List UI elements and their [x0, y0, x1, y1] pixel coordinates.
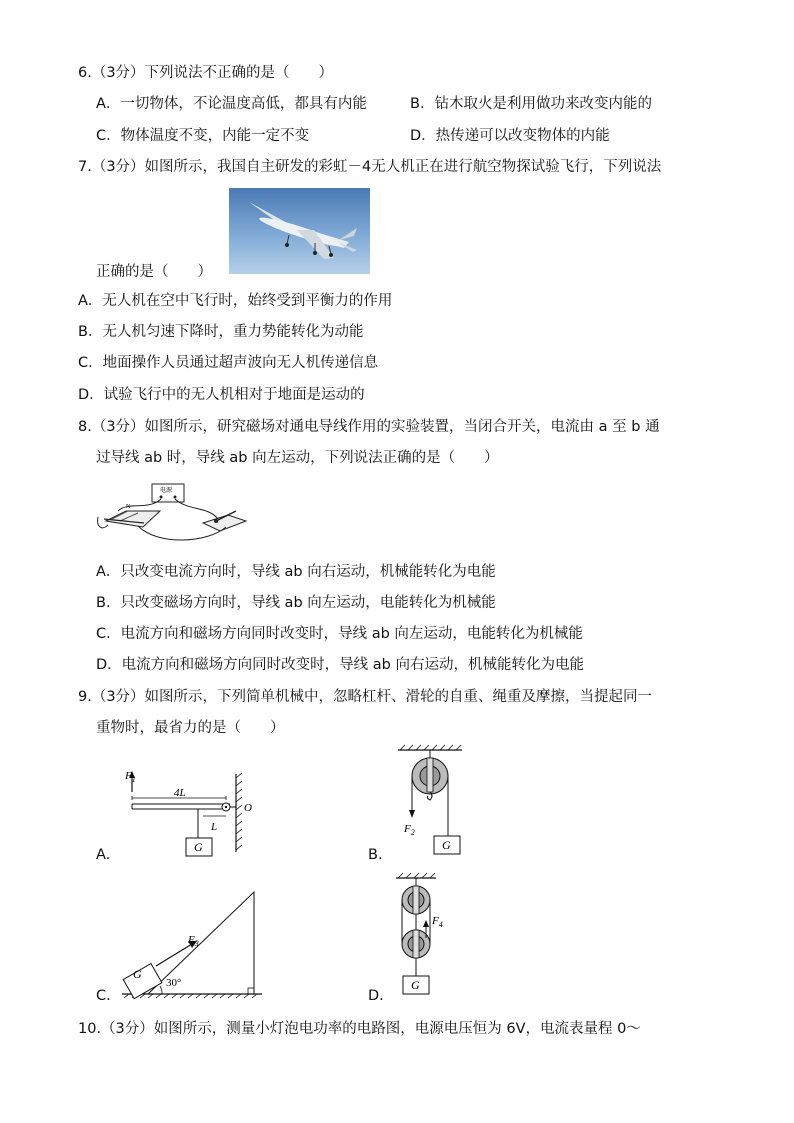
q9-stem-cont: 重物时，最省力的是（ ） — [96, 720, 285, 736]
drone-photo — [229, 188, 370, 274]
q8-stem-cont: 过导线 ab 时，导线 ab 向左运动，下列说法正确的是（ ） — [96, 450, 499, 466]
q7-option-b: B．无人机匀速下降时，重力势能转化为动能 — [78, 324, 364, 340]
q7-option-a: A．无人机在空中飞行时，始终受到平衡力的作用 — [78, 293, 393, 309]
fa-force-label: $F_1$ — [125, 770, 136, 784]
magnet-n-label: N — [126, 504, 131, 510]
fc-angle-label: 30° — [166, 977, 182, 989]
fd-weight-g: G — [411, 978, 420, 992]
lever-figure-a — [118, 766, 252, 860]
fd-force-label: $F_4$ — [432, 915, 443, 929]
q9-option-a-label: A. — [96, 847, 111, 863]
q6-option-d: D．热传递可以改变物体的内能 — [410, 128, 610, 144]
q9-stem: 9.（3分）如图所示，下列简单机械中，忽略杠杆、滑轮的自重、绳重及摩擦，当提起同一 — [78, 689, 653, 705]
fa-length-4l: 4L — [174, 787, 186, 799]
fb-weight-g: G — [442, 838, 451, 852]
fa-length-l: L — [211, 821, 218, 833]
fa-pivot-o: O — [244, 802, 252, 814]
power-supply-label: 电源 — [160, 488, 173, 494]
pulley-figure-b — [396, 744, 466, 860]
q7-option-d: D．试验飞行中的无人机相对于地面是运动的 — [78, 387, 365, 403]
q8-option-b: B．只改变磁场方向时，导线 ab 向左运动，电能转化为机械能 — [96, 595, 496, 611]
q6-option-c: C．物体温度不变，内能一定不变 — [96, 128, 310, 144]
q7-stem-cont: 正确的是（ ） — [96, 264, 212, 280]
q6-stem: 6.（3分）下列说法不正确的是（ ） — [78, 65, 334, 81]
q7-stem: 7.（3分）如图所示，我国自主研发的彩虹－4无人机正在进行航空物探试验飞行，下列说法 — [78, 159, 662, 175]
fa-weight-g: G — [194, 840, 203, 854]
magnet-apparatus-figure — [98, 481, 248, 547]
q7-option-c: C．地面操作人员通过超声波向无人机传递信息 — [78, 355, 379, 371]
q8-option-d: D．电流方向和磁场方向同时改变时，导线 ab 向右运动，机械能转化为电能 — [96, 657, 584, 673]
q6-option-b: B．钻木取火是利用做功来改变内能的 — [410, 96, 652, 112]
q8-stem: 8.（3分）如图所示，研究磁场对通电导线作用的实验装置，当闭合开关，电流由 a 至 b 通 — [78, 419, 660, 435]
fb-force-label: $F_2$ — [404, 823, 415, 837]
q9-option-c-label: C. — [96, 988, 111, 1004]
q9-option-d-label: D. — [368, 988, 384, 1004]
pulley-block-figure-d — [392, 872, 462, 1000]
incline-figure-c — [118, 880, 264, 1000]
q6-option-a: A．一切物体，不论温度高低，都具有内能 — [96, 96, 367, 112]
q8-option-a: A．只改变电流方向时，导线 ab 向右运动，机械能转化为电能 — [96, 564, 496, 580]
q8-option-c: C．电流方向和磁场方向同时改变时，导线 ab 向左运动，电能转化为机械能 — [96, 626, 583, 642]
q9-option-b-label: B. — [368, 847, 383, 863]
fc-force-label: $F_3$ — [188, 934, 199, 948]
q10-stem: 10.（3分）如图所示，测量小灯泡电功率的电路图，电源电压恒为 6V，电流表量程 0～ — [78, 1021, 641, 1037]
fc-weight-g: G — [133, 967, 142, 981]
